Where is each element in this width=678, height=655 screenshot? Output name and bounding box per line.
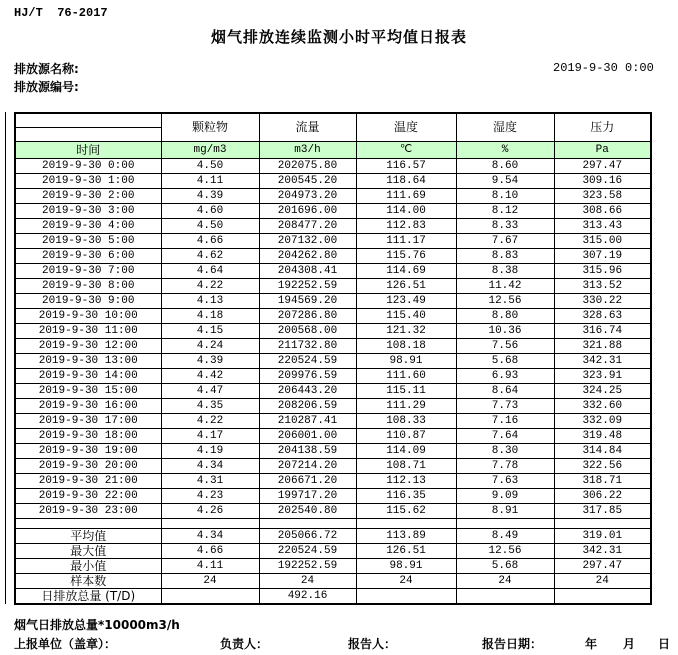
value-cell: 110.87 <box>356 429 456 444</box>
table-row <box>15 399 651 414</box>
value-cell <box>456 589 554 605</box>
row-label-cell: 2019-9-30 22:00 <box>15 489 161 504</box>
value-cell: 4.39 <box>161 189 259 204</box>
summary-row <box>15 529 651 544</box>
value-cell: 6.93 <box>456 369 554 384</box>
data-table <box>14 112 652 605</box>
value-cell: 200568.00 <box>259 324 356 339</box>
row-label-cell: 2019-9-30 17:00 <box>15 414 161 429</box>
table-row <box>15 504 651 519</box>
value-cell: 205066.72 <box>259 529 356 544</box>
value-cell: 202540.80 <box>259 504 356 519</box>
value-cell: 4.11 <box>161 559 259 574</box>
value-cell: 317.85 <box>554 504 651 519</box>
value-cell: 313.43 <box>554 219 651 234</box>
value-cell: 7.16 <box>456 414 554 429</box>
value-cell <box>356 589 456 605</box>
value-cell: 108.33 <box>356 414 456 429</box>
value-cell: 306.22 <box>554 489 651 504</box>
table-row <box>15 459 651 474</box>
value-cell: 328.63 <box>554 309 651 324</box>
value-cell: 8.12 <box>456 204 554 219</box>
value-cell: 116.57 <box>356 159 456 174</box>
value-cell: 209976.59 <box>259 369 356 384</box>
value-cell: 4.60 <box>161 204 259 219</box>
header-row-top <box>15 113 651 128</box>
value-cell: 342.31 <box>554 544 651 559</box>
row-label-cell: 日排放总量 (T/D) <box>15 589 161 605</box>
value-cell: 206443.20 <box>259 384 356 399</box>
row-label-cell: 2019-9-30 7:00 <box>15 264 161 279</box>
value-cell: 4.34 <box>161 529 259 544</box>
value-cell: 194569.20 <box>259 294 356 309</box>
row-label-cell: 2019-9-30 11:00 <box>15 324 161 339</box>
table-row <box>15 339 651 354</box>
row-label-cell: 2019-9-30 5:00 <box>15 234 161 249</box>
column-header-flow: 流量 <box>259 113 356 142</box>
value-cell: 115.11 <box>356 384 456 399</box>
value-cell: 330.22 <box>554 294 651 309</box>
value-cell: 8.64 <box>456 384 554 399</box>
value-cell: 319.48 <box>554 429 651 444</box>
value-cell: 206001.00 <box>259 429 356 444</box>
value-cell: 4.66 <box>161 544 259 559</box>
value-cell: 4.18 <box>161 309 259 324</box>
value-cell: 192252.59 <box>259 279 356 294</box>
value-cell: 318.71 <box>554 474 651 489</box>
value-cell: 315.00 <box>554 234 651 249</box>
value-cell: 307.19 <box>554 249 651 264</box>
value-cell: 24 <box>161 574 259 589</box>
value-cell: 4.42 <box>161 369 259 384</box>
report-date-label: 报告日期： <box>482 637 543 651</box>
row-label-cell: 最大值 <box>15 544 161 559</box>
unit-cell-flow: m3/h <box>259 142 356 159</box>
time-header-cell: 时间 <box>15 142 161 159</box>
value-cell: 199717.20 <box>259 489 356 504</box>
row-label-cell: 2019-9-30 20:00 <box>15 459 161 474</box>
value-cell: 323.91 <box>554 369 651 384</box>
value-cell: 114.09 <box>356 444 456 459</box>
row-label-cell: 2019-9-30 19:00 <box>15 444 161 459</box>
value-cell: 4.62 <box>161 249 259 264</box>
value-cell: 8.91 <box>456 504 554 519</box>
reporter-label: 报告人： <box>348 637 397 651</box>
value-cell: 5.68 <box>456 354 554 369</box>
table-row <box>15 489 651 504</box>
value-cell: 8.10 <box>456 189 554 204</box>
signature-row <box>0 635 678 653</box>
row-label-cell: 2019-9-30 21:00 <box>15 474 161 489</box>
header-spacer-cell <box>15 128 161 142</box>
value-cell: 316.74 <box>554 324 651 339</box>
value-cell: 24 <box>259 574 356 589</box>
header-spacer-cell <box>15 113 161 128</box>
table-row <box>15 324 651 339</box>
value-cell: 11.42 <box>456 279 554 294</box>
value-cell: 324.25 <box>554 384 651 399</box>
table-row <box>15 414 651 429</box>
row-label-cell: 2019-9-30 18:00 <box>15 429 161 444</box>
blank-row <box>15 519 651 529</box>
column-header-temperature: 温度 <box>356 113 456 142</box>
value-cell: 7.56 <box>456 339 554 354</box>
column-header-particulate: 颗粒物 <box>161 113 259 142</box>
value-cell: 7.64 <box>456 429 554 444</box>
value-cell: 220524.59 <box>259 354 356 369</box>
unit-cell-humidity: % <box>456 142 554 159</box>
value-cell: 211732.80 <box>259 339 356 354</box>
table-row <box>15 309 651 324</box>
value-cell: 4.50 <box>161 219 259 234</box>
value-cell: 309.16 <box>554 174 651 189</box>
value-cell <box>161 519 259 529</box>
value-cell <box>554 589 651 605</box>
value-cell: 4.22 <box>161 279 259 294</box>
standard-code: HJ/T 76-2017 <box>14 6 108 20</box>
month-label: 月 <box>623 637 636 651</box>
table-row <box>15 444 651 459</box>
row-label-cell: 2019-9-30 23:00 <box>15 504 161 519</box>
value-cell <box>554 519 651 529</box>
value-cell: 4.26 <box>161 504 259 519</box>
value-cell: 4.31 <box>161 474 259 489</box>
row-label-cell: 2019-9-30 0:00 <box>15 159 161 174</box>
row-label-cell: 2019-9-30 9:00 <box>15 294 161 309</box>
value-cell: 114.69 <box>356 264 456 279</box>
value-cell: 313.52 <box>554 279 651 294</box>
value-cell: 8.60 <box>456 159 554 174</box>
value-cell: 24 <box>456 574 554 589</box>
summary-row <box>15 589 651 605</box>
value-cell: 8.83 <box>456 249 554 264</box>
value-cell: 207132.00 <box>259 234 356 249</box>
value-cell: 208206.59 <box>259 399 356 414</box>
value-cell: 492.16 <box>259 589 356 605</box>
value-cell: 207286.80 <box>259 309 356 324</box>
table-row <box>15 264 651 279</box>
flow-total-note: 烟气日排放总量*10000m3/h <box>14 618 180 632</box>
row-label-cell: 2019-9-30 15:00 <box>15 384 161 399</box>
value-cell: 200545.20 <box>259 174 356 189</box>
value-cell: 115.76 <box>356 249 456 264</box>
report-unit-label: 上报单位（盖章）： <box>14 637 117 651</box>
value-cell: 4.35 <box>161 399 259 414</box>
unit-cell-temperature: ℃ <box>356 142 456 159</box>
value-cell: 207214.20 <box>259 459 356 474</box>
source-code-label: 排放源编号: <box>14 80 79 94</box>
value-cell: 4.47 <box>161 384 259 399</box>
value-cell: 204262.80 <box>259 249 356 264</box>
report-datetime: 2019-9-30 0:00 <box>553 61 654 75</box>
value-cell: 4.22 <box>161 414 259 429</box>
table-row <box>15 204 651 219</box>
value-cell: 4.34 <box>161 459 259 474</box>
table-row <box>15 174 651 189</box>
table-row <box>15 294 651 309</box>
value-cell: 206671.20 <box>259 474 356 489</box>
value-cell: 10.36 <box>456 324 554 339</box>
row-label-cell: 2019-9-30 10:00 <box>15 309 161 324</box>
value-cell: 322.56 <box>554 459 651 474</box>
table-row <box>15 384 651 399</box>
unit-cell-particulate: mg/m3 <box>161 142 259 159</box>
value-cell <box>161 589 259 605</box>
responsible-label: 负责人： <box>220 637 269 651</box>
value-cell <box>259 519 356 529</box>
value-cell: 319.01 <box>554 529 651 544</box>
value-cell: 8.80 <box>456 309 554 324</box>
value-cell: 297.47 <box>554 159 651 174</box>
value-cell: 5.68 <box>456 559 554 574</box>
value-cell: 220524.59 <box>259 544 356 559</box>
table-row <box>15 354 651 369</box>
value-cell: 4.50 <box>161 159 259 174</box>
value-cell: 24 <box>554 574 651 589</box>
table-row <box>15 474 651 489</box>
table-row <box>15 219 651 234</box>
row-label-cell: 最小值 <box>15 559 161 574</box>
row-label-cell <box>15 519 161 529</box>
row-label-cell: 2019-9-30 14:00 <box>15 369 161 384</box>
value-cell: 113.89 <box>356 529 456 544</box>
table-row <box>15 249 651 264</box>
row-label-cell: 2019-9-30 12:00 <box>15 339 161 354</box>
value-cell: 24 <box>356 574 456 589</box>
value-cell: 314.84 <box>554 444 651 459</box>
table-row <box>15 279 651 294</box>
value-cell: 8.33 <box>456 219 554 234</box>
column-header-pressure: 压力 <box>554 113 651 142</box>
value-cell: 4.17 <box>161 429 259 444</box>
value-cell: 204973.20 <box>259 189 356 204</box>
value-cell: 4.23 <box>161 489 259 504</box>
value-cell: 332.09 <box>554 414 651 429</box>
value-cell: 7.78 <box>456 459 554 474</box>
row-label-cell: 2019-9-30 6:00 <box>15 249 161 264</box>
value-cell: 323.58 <box>554 189 651 204</box>
value-cell: 308.66 <box>554 204 651 219</box>
row-label-cell: 样本数 <box>15 574 161 589</box>
value-cell: 8.38 <box>456 264 554 279</box>
value-cell: 8.49 <box>456 529 554 544</box>
value-cell: 204138.59 <box>259 444 356 459</box>
value-cell: 111.29 <box>356 399 456 414</box>
report-title: 烟气排放连续监测小时平均值日报表 <box>210 28 467 46</box>
value-cell: 108.18 <box>356 339 456 354</box>
value-cell: 192252.59 <box>259 559 356 574</box>
value-cell: 342.31 <box>554 354 651 369</box>
value-cell: 121.32 <box>356 324 456 339</box>
value-cell: 114.00 <box>356 204 456 219</box>
value-cell: 4.64 <box>161 264 259 279</box>
value-cell: 321.88 <box>554 339 651 354</box>
column-header-humidity: 湿度 <box>456 113 554 142</box>
table-row <box>15 429 651 444</box>
value-cell <box>456 519 554 529</box>
value-cell: 118.64 <box>356 174 456 189</box>
value-cell: 315.96 <box>554 264 651 279</box>
value-cell: 108.71 <box>356 459 456 474</box>
value-cell: 297.47 <box>554 559 651 574</box>
row-label-cell: 2019-9-30 16:00 <box>15 399 161 414</box>
unit-cell-pressure: Pa <box>554 142 651 159</box>
table-row <box>15 159 651 174</box>
table-row <box>15 234 651 249</box>
value-cell: 4.19 <box>161 444 259 459</box>
value-cell: 98.91 <box>356 559 456 574</box>
value-cell: 4.39 <box>161 354 259 369</box>
row-label-cell: 2019-9-30 2:00 <box>15 189 161 204</box>
value-cell <box>356 519 456 529</box>
value-cell: 115.40 <box>356 309 456 324</box>
value-cell: 201696.00 <box>259 204 356 219</box>
row-label-cell: 2019-9-30 8:00 <box>15 279 161 294</box>
summary-row <box>15 574 651 589</box>
value-cell: 115.62 <box>356 504 456 519</box>
row-label-cell: 2019-9-30 3:00 <box>15 204 161 219</box>
left-border-line <box>5 112 6 604</box>
value-cell: 9.09 <box>456 489 554 504</box>
value-cell: 12.56 <box>456 294 554 309</box>
value-cell: 111.69 <box>356 189 456 204</box>
summary-row <box>15 559 651 574</box>
value-cell: 7.67 <box>456 234 554 249</box>
value-cell: 111.17 <box>356 234 456 249</box>
value-cell: 12.56 <box>456 544 554 559</box>
table-area <box>14 112 652 605</box>
row-label-cell: 平均值 <box>15 529 161 544</box>
source-name-label: 排放源名称: <box>14 62 79 76</box>
summary-row <box>15 544 651 559</box>
value-cell: 4.13 <box>161 294 259 309</box>
value-cell: 4.66 <box>161 234 259 249</box>
value-cell: 111.60 <box>356 369 456 384</box>
value-cell: 7.63 <box>456 474 554 489</box>
value-cell: 123.49 <box>356 294 456 309</box>
value-cell: 98.91 <box>356 354 456 369</box>
value-cell: 126.51 <box>356 544 456 559</box>
row-label-cell: 2019-9-30 1:00 <box>15 174 161 189</box>
value-cell: 4.24 <box>161 339 259 354</box>
day-label: 日 <box>658 637 671 651</box>
row-label-cell: 2019-9-30 4:00 <box>15 219 161 234</box>
value-cell: 202075.80 <box>259 159 356 174</box>
value-cell: 112.83 <box>356 219 456 234</box>
value-cell: 8.30 <box>456 444 554 459</box>
value-cell: 9.54 <box>456 174 554 189</box>
value-cell: 332.60 <box>554 399 651 414</box>
year-label: 年 <box>585 637 598 651</box>
value-cell: 204308.41 <box>259 264 356 279</box>
table-row <box>15 369 651 384</box>
value-cell: 7.73 <box>456 399 554 414</box>
value-cell: 4.15 <box>161 324 259 339</box>
table-body <box>15 159 651 605</box>
value-cell: 210287.41 <box>259 414 356 429</box>
unit-row <box>15 142 651 159</box>
row-label-cell: 2019-9-30 13:00 <box>15 354 161 369</box>
value-cell: 126.51 <box>356 279 456 294</box>
table-row <box>15 189 651 204</box>
value-cell: 208477.20 <box>259 219 356 234</box>
value-cell: 116.35 <box>356 489 456 504</box>
value-cell: 4.11 <box>161 174 259 189</box>
value-cell: 112.13 <box>356 474 456 489</box>
